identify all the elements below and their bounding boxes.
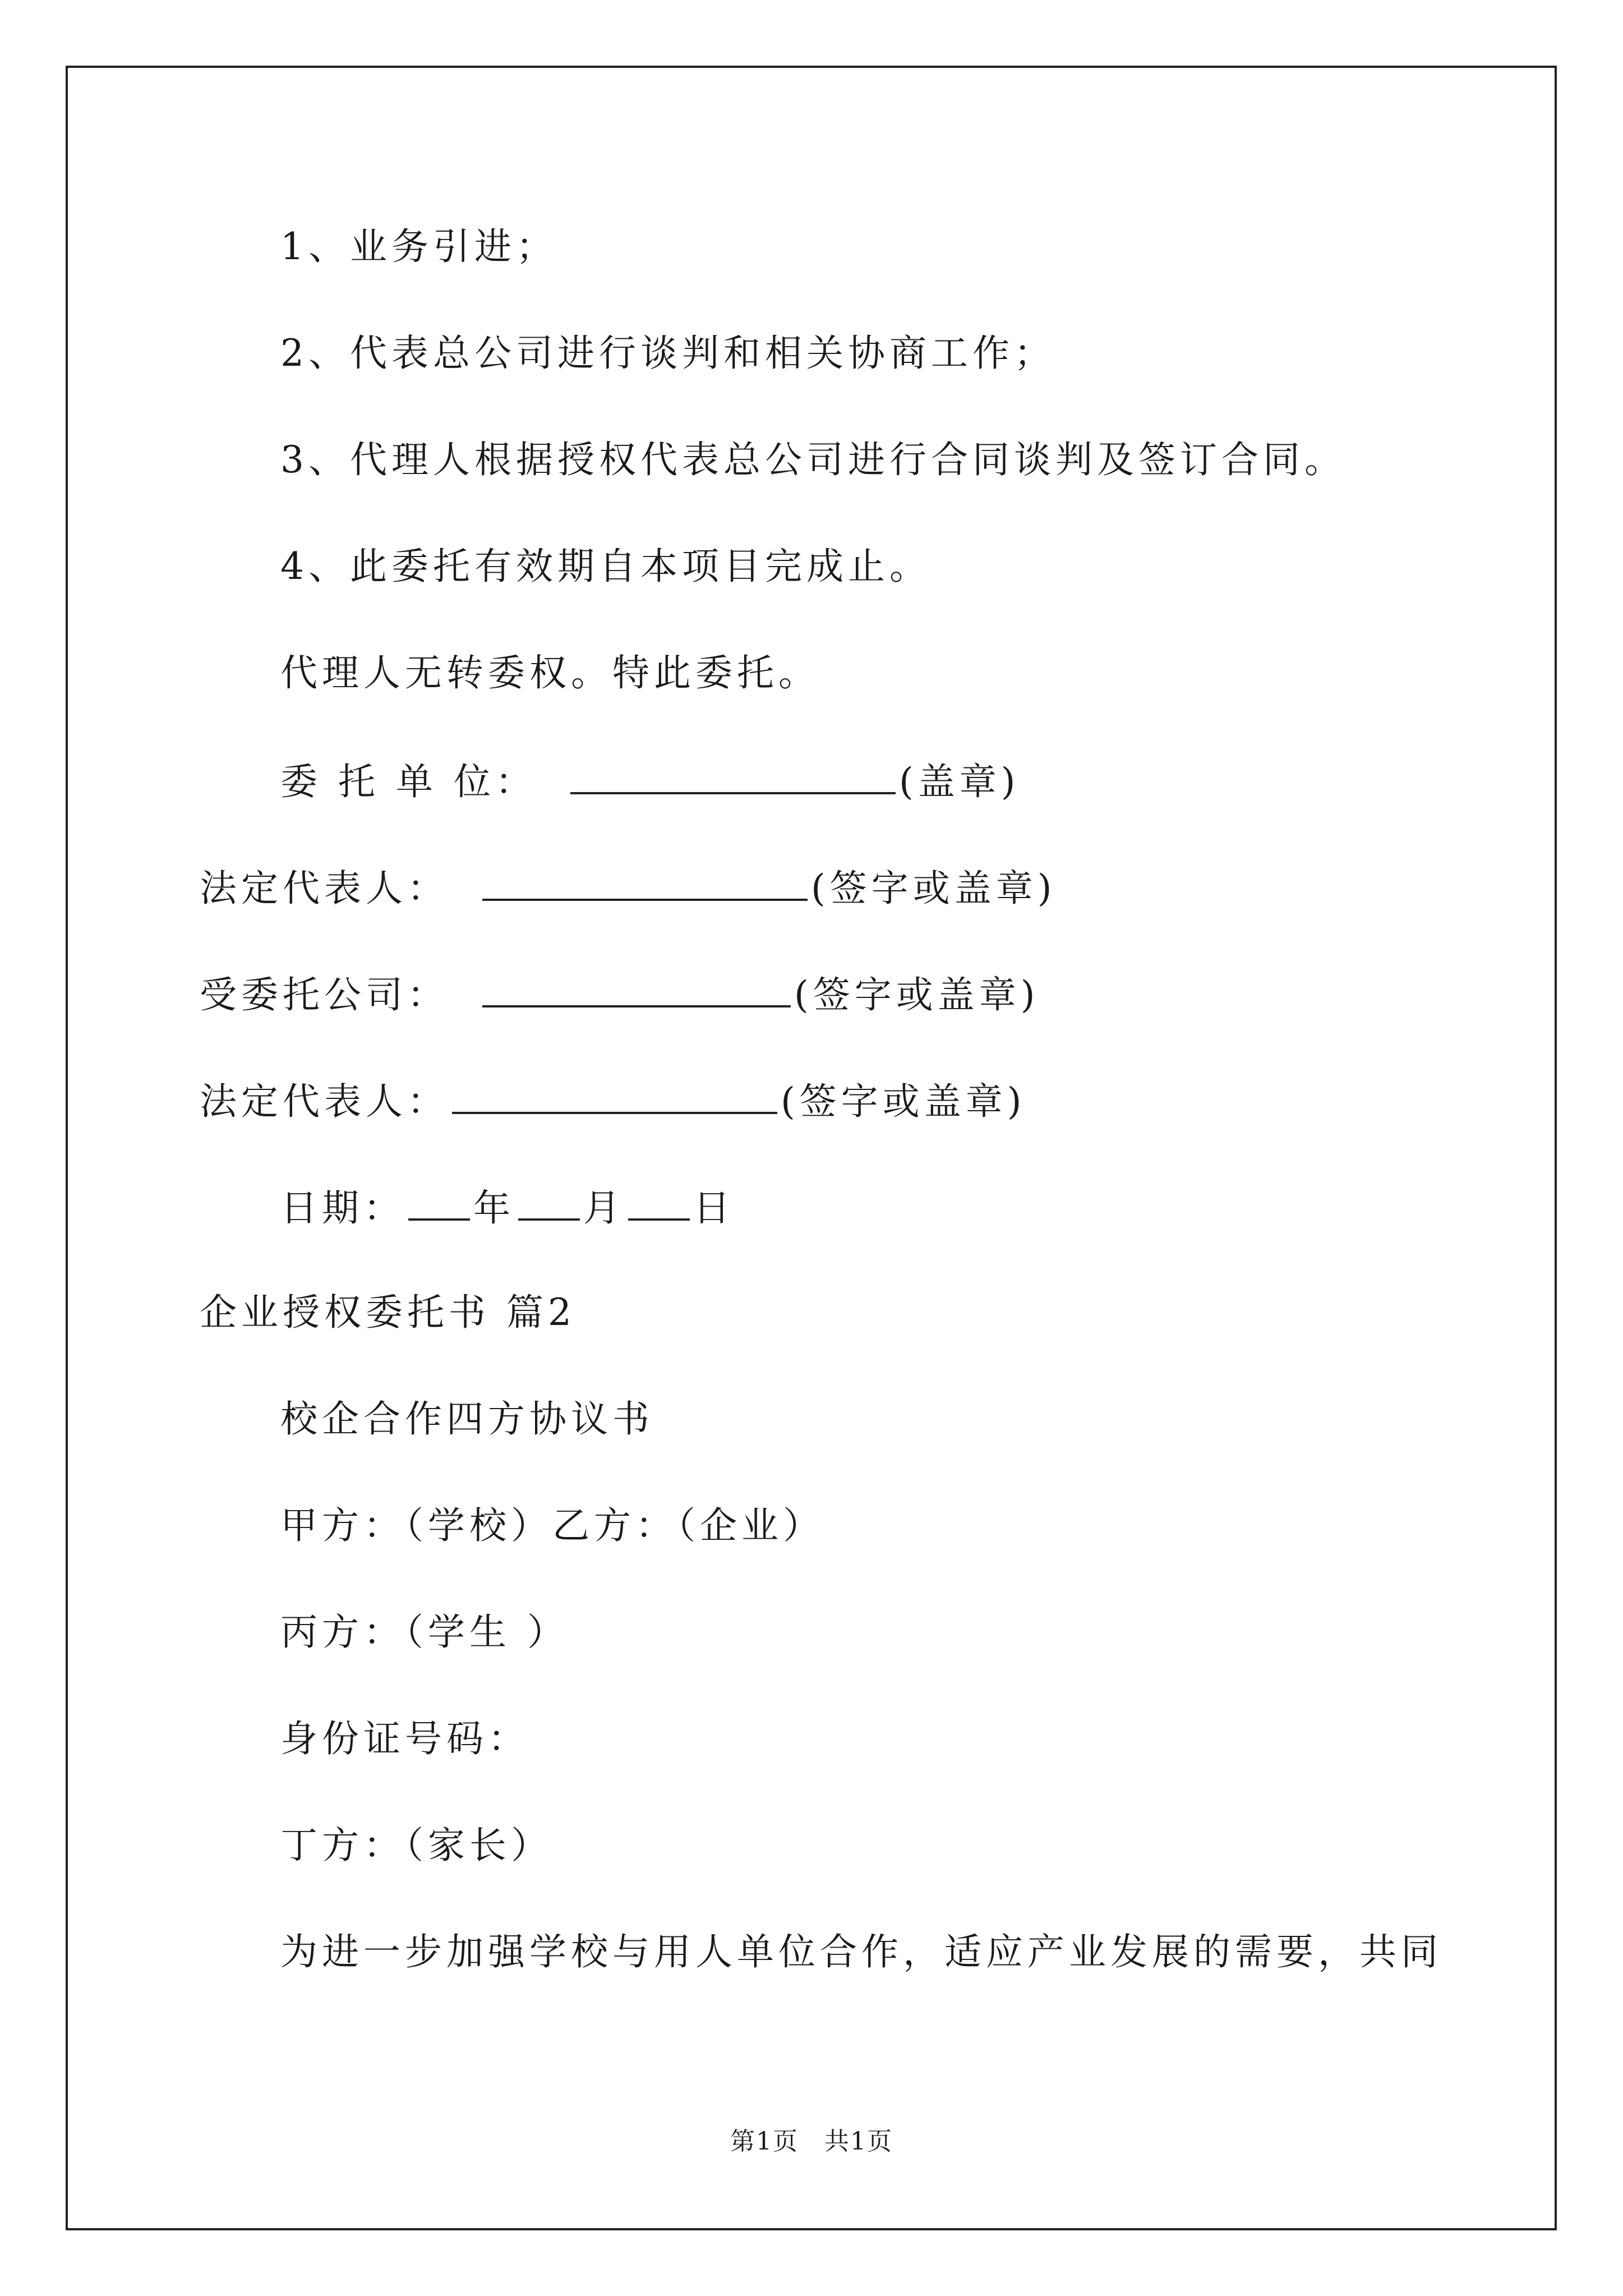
legal-rep-row-1 [200,864,1057,911]
year-label: 年 [473,1186,515,1230]
legal-rep-label-2: 法定代表人： [200,1080,449,1123]
date-row [280,1184,735,1231]
entrusted-company-sign-note: (签字或盖章) [794,973,1040,1016]
principal-unit-blank [570,757,896,794]
month-label: 月 [583,1186,625,1230]
section-heading: 企业授权委托书 篇2 [200,1291,576,1334]
no-subdelegation-statement: 代理人无转委权。特此委托。 [280,651,820,694]
clause-1: 1、业务引进； [280,225,557,268]
clause-3: 3、代理人根据授权代表总公司进行合同谈判及签订合同。 [280,438,1346,481]
agreement-title: 校企合作四方协议书 [280,1397,654,1441]
legal-rep-sign-note-2: (签字或盖章) [781,1080,1026,1123]
entrusted-company-blank [482,970,791,1007]
id-number-line: 身份证号码： [280,1717,529,1760]
clause-4: 4、此委托有效期自本项目完成止。 [280,545,931,588]
party-c-line: 丙方：（学生 ） [280,1611,569,1654]
principal-unit-label: 委 托 单 位： [280,760,537,803]
page-footer: 第1页 共1页 [730,2127,893,2156]
clause-2: 2、代表总公司进行谈判和相关协商工作； [280,332,1055,375]
year-blank [408,1184,470,1221]
principal-unit-seal-note: (盖章) [898,760,1020,803]
agreement-preamble: 为进一步加强学校与用人单位合作，适应产业发展的需要，共同 [280,1930,1442,1973]
legal-rep-label-1: 法定代表人： [200,867,449,910]
month-blank [518,1184,580,1221]
entrusted-company-row [200,970,1040,1018]
party-d-line: 丁方：（家长） [280,1824,552,1867]
legal-rep-blank-1 [482,864,808,901]
principal-unit-row [280,757,1020,804]
legal-rep-sign-note-1: (签字或盖章) [811,867,1057,910]
page-border [66,66,1557,2230]
legal-rep-blank-2 [452,1077,777,1114]
party-a-b-line: 甲方：（学校）乙方：（企业） [280,1504,824,1547]
day-blank [628,1184,690,1221]
legal-rep-row-2 [200,1077,1026,1124]
entrusted-company-label: 受委托公司： [200,973,449,1016]
day-label: 日 [693,1186,735,1230]
date-label: 日期： [280,1186,405,1230]
